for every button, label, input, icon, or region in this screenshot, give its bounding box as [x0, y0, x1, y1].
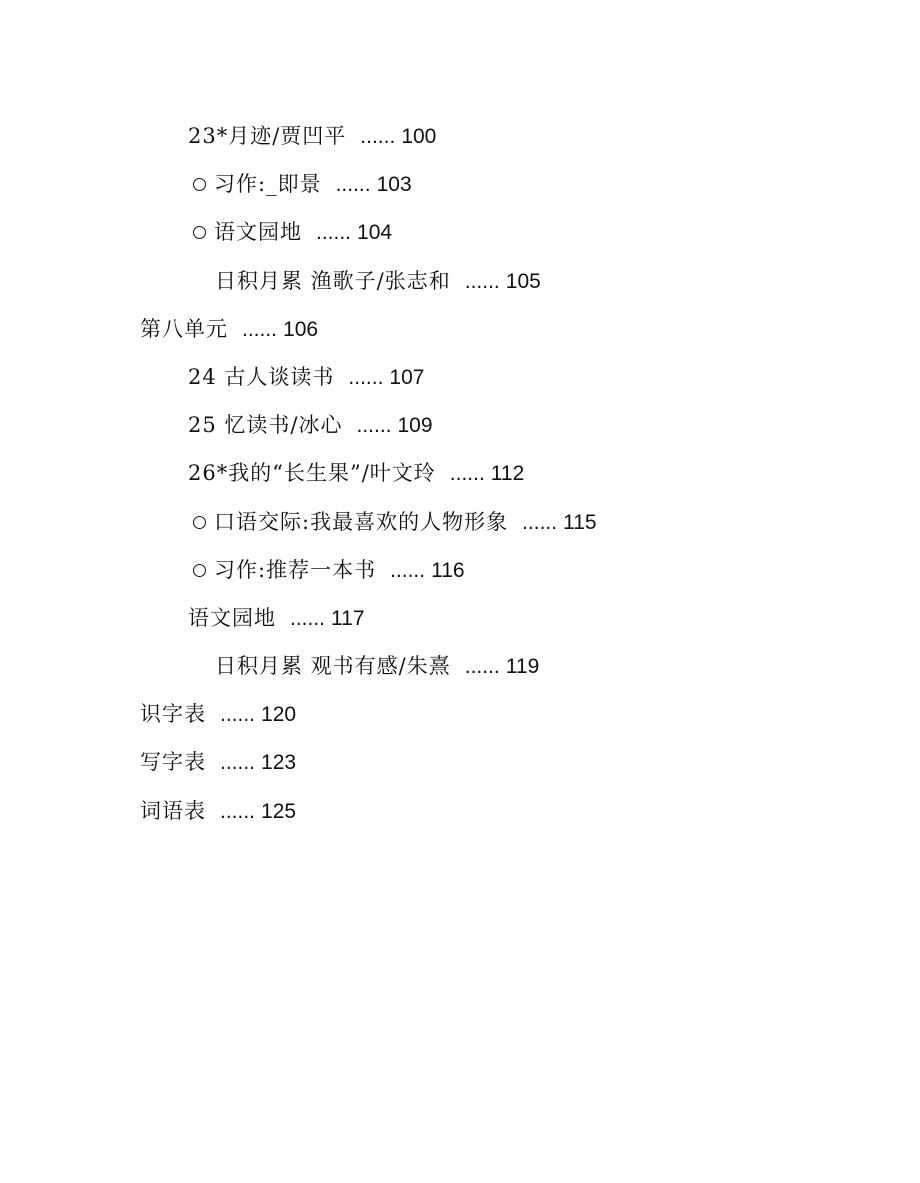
toc-entry-leader: ......: [464, 655, 500, 679]
toc-entry-title: 写字表: [140, 750, 206, 775]
toc-entry-language-garden-7: [0, 208, 920, 256]
toc-entry-page: 107: [389, 365, 425, 389]
toc-entry-leader: ......: [348, 365, 384, 389]
toc-entry-title: 识字表: [140, 702, 206, 727]
toc-entry-language-garden-8: [0, 594, 920, 642]
toc-entry-unit-8: [0, 305, 920, 353]
toc-entry-page: 100: [401, 125, 437, 148]
toc-entry-page: 106: [283, 317, 319, 341]
circle-marker-icon: [193, 564, 206, 577]
toc-entry-oral-communication: [0, 498, 920, 546]
toc-entry-leader: ......: [220, 751, 256, 775]
toc-entry-title: 习作:_即景: [214, 172, 322, 197]
toc-entry-page: 103: [376, 173, 412, 197]
toc-entry-title: 日积月累 渔歌子/张志和: [215, 268, 451, 293]
toc-entry-leader: ......: [220, 703, 256, 727]
toc-entry-title: 24 古人谈读书: [188, 364, 335, 389]
toc-entry-lesson-24: [0, 353, 920, 401]
circle-marker-icon: [193, 178, 206, 191]
toc-entry-character-recognition-table: [0, 690, 920, 738]
toc-entry-writing-scene: [0, 160, 920, 208]
toc-entry-leader: ......: [356, 414, 392, 438]
toc-entry-title: 语文园地: [214, 220, 302, 245]
circle-marker-icon: [193, 516, 206, 529]
toc-entry-lesson-23: [0, 112, 920, 160]
toc-entry-title: 26*我的“长生果”/叶文玲: [188, 461, 436, 486]
toc-entry-daily-accumulation-7: [0, 257, 920, 305]
toc-entry-leader: ......: [390, 558, 426, 582]
circle-marker-icon: [193, 226, 206, 239]
toc-entry-title: 语文园地: [188, 605, 276, 630]
toc-entry-page: 112: [490, 462, 525, 486]
toc-entry-page: 116: [431, 558, 465, 582]
toc-entry-leader: ......: [449, 462, 485, 486]
toc-entry-title: 习作:推荐一本书: [214, 557, 377, 582]
toc-entry-title: 23*月迹/贾凹平: [188, 124, 347, 148]
toc-entry-title: 25 忆读书/冰心: [188, 413, 343, 438]
toc-entry-title: 词语表: [140, 798, 206, 823]
toc-entry-page: 125: [261, 799, 297, 823]
table-of-contents: [0, 112, 920, 835]
toc-entry-page: 105: [505, 269, 541, 293]
toc-entry-lesson-25: [0, 401, 920, 449]
toc-entry-page: 120: [261, 703, 297, 727]
toc-entry-page: 123: [261, 751, 297, 775]
toc-entry-page: 117: [331, 606, 365, 630]
toc-entry-character-writing-table: [0, 738, 920, 786]
toc-entry-page: 119: [505, 655, 540, 679]
toc-entry-page: 109: [397, 414, 433, 438]
toc-entry-daily-accumulation-8: [0, 642, 920, 690]
toc-entry-leader: ......: [522, 510, 558, 534]
toc-entry-leader: ......: [220, 799, 256, 823]
toc-entry-leader: ......: [290, 606, 326, 630]
toc-entry-title: 日积月累 观书有感/朱熹: [215, 654, 451, 679]
toc-entry-page: 104: [357, 221, 393, 245]
toc-entry-title: 口语交际:我最喜欢的人物形象: [214, 509, 509, 534]
toc-entry-leader: ......: [464, 269, 500, 293]
toc-entry-leader: ......: [316, 221, 352, 245]
toc-entry-vocabulary-table: [0, 787, 920, 835]
toc-entry-leader: ......: [360, 125, 396, 148]
toc-entry-leader: ......: [242, 317, 278, 341]
toc-entry-title: 第八单元: [140, 316, 228, 341]
toc-entry-page: 115: [563, 510, 597, 534]
toc-entry-lesson-26: [0, 449, 920, 497]
toc-entry-leader: ......: [335, 173, 371, 197]
toc-entry-writing-recommend-book: [0, 546, 920, 594]
